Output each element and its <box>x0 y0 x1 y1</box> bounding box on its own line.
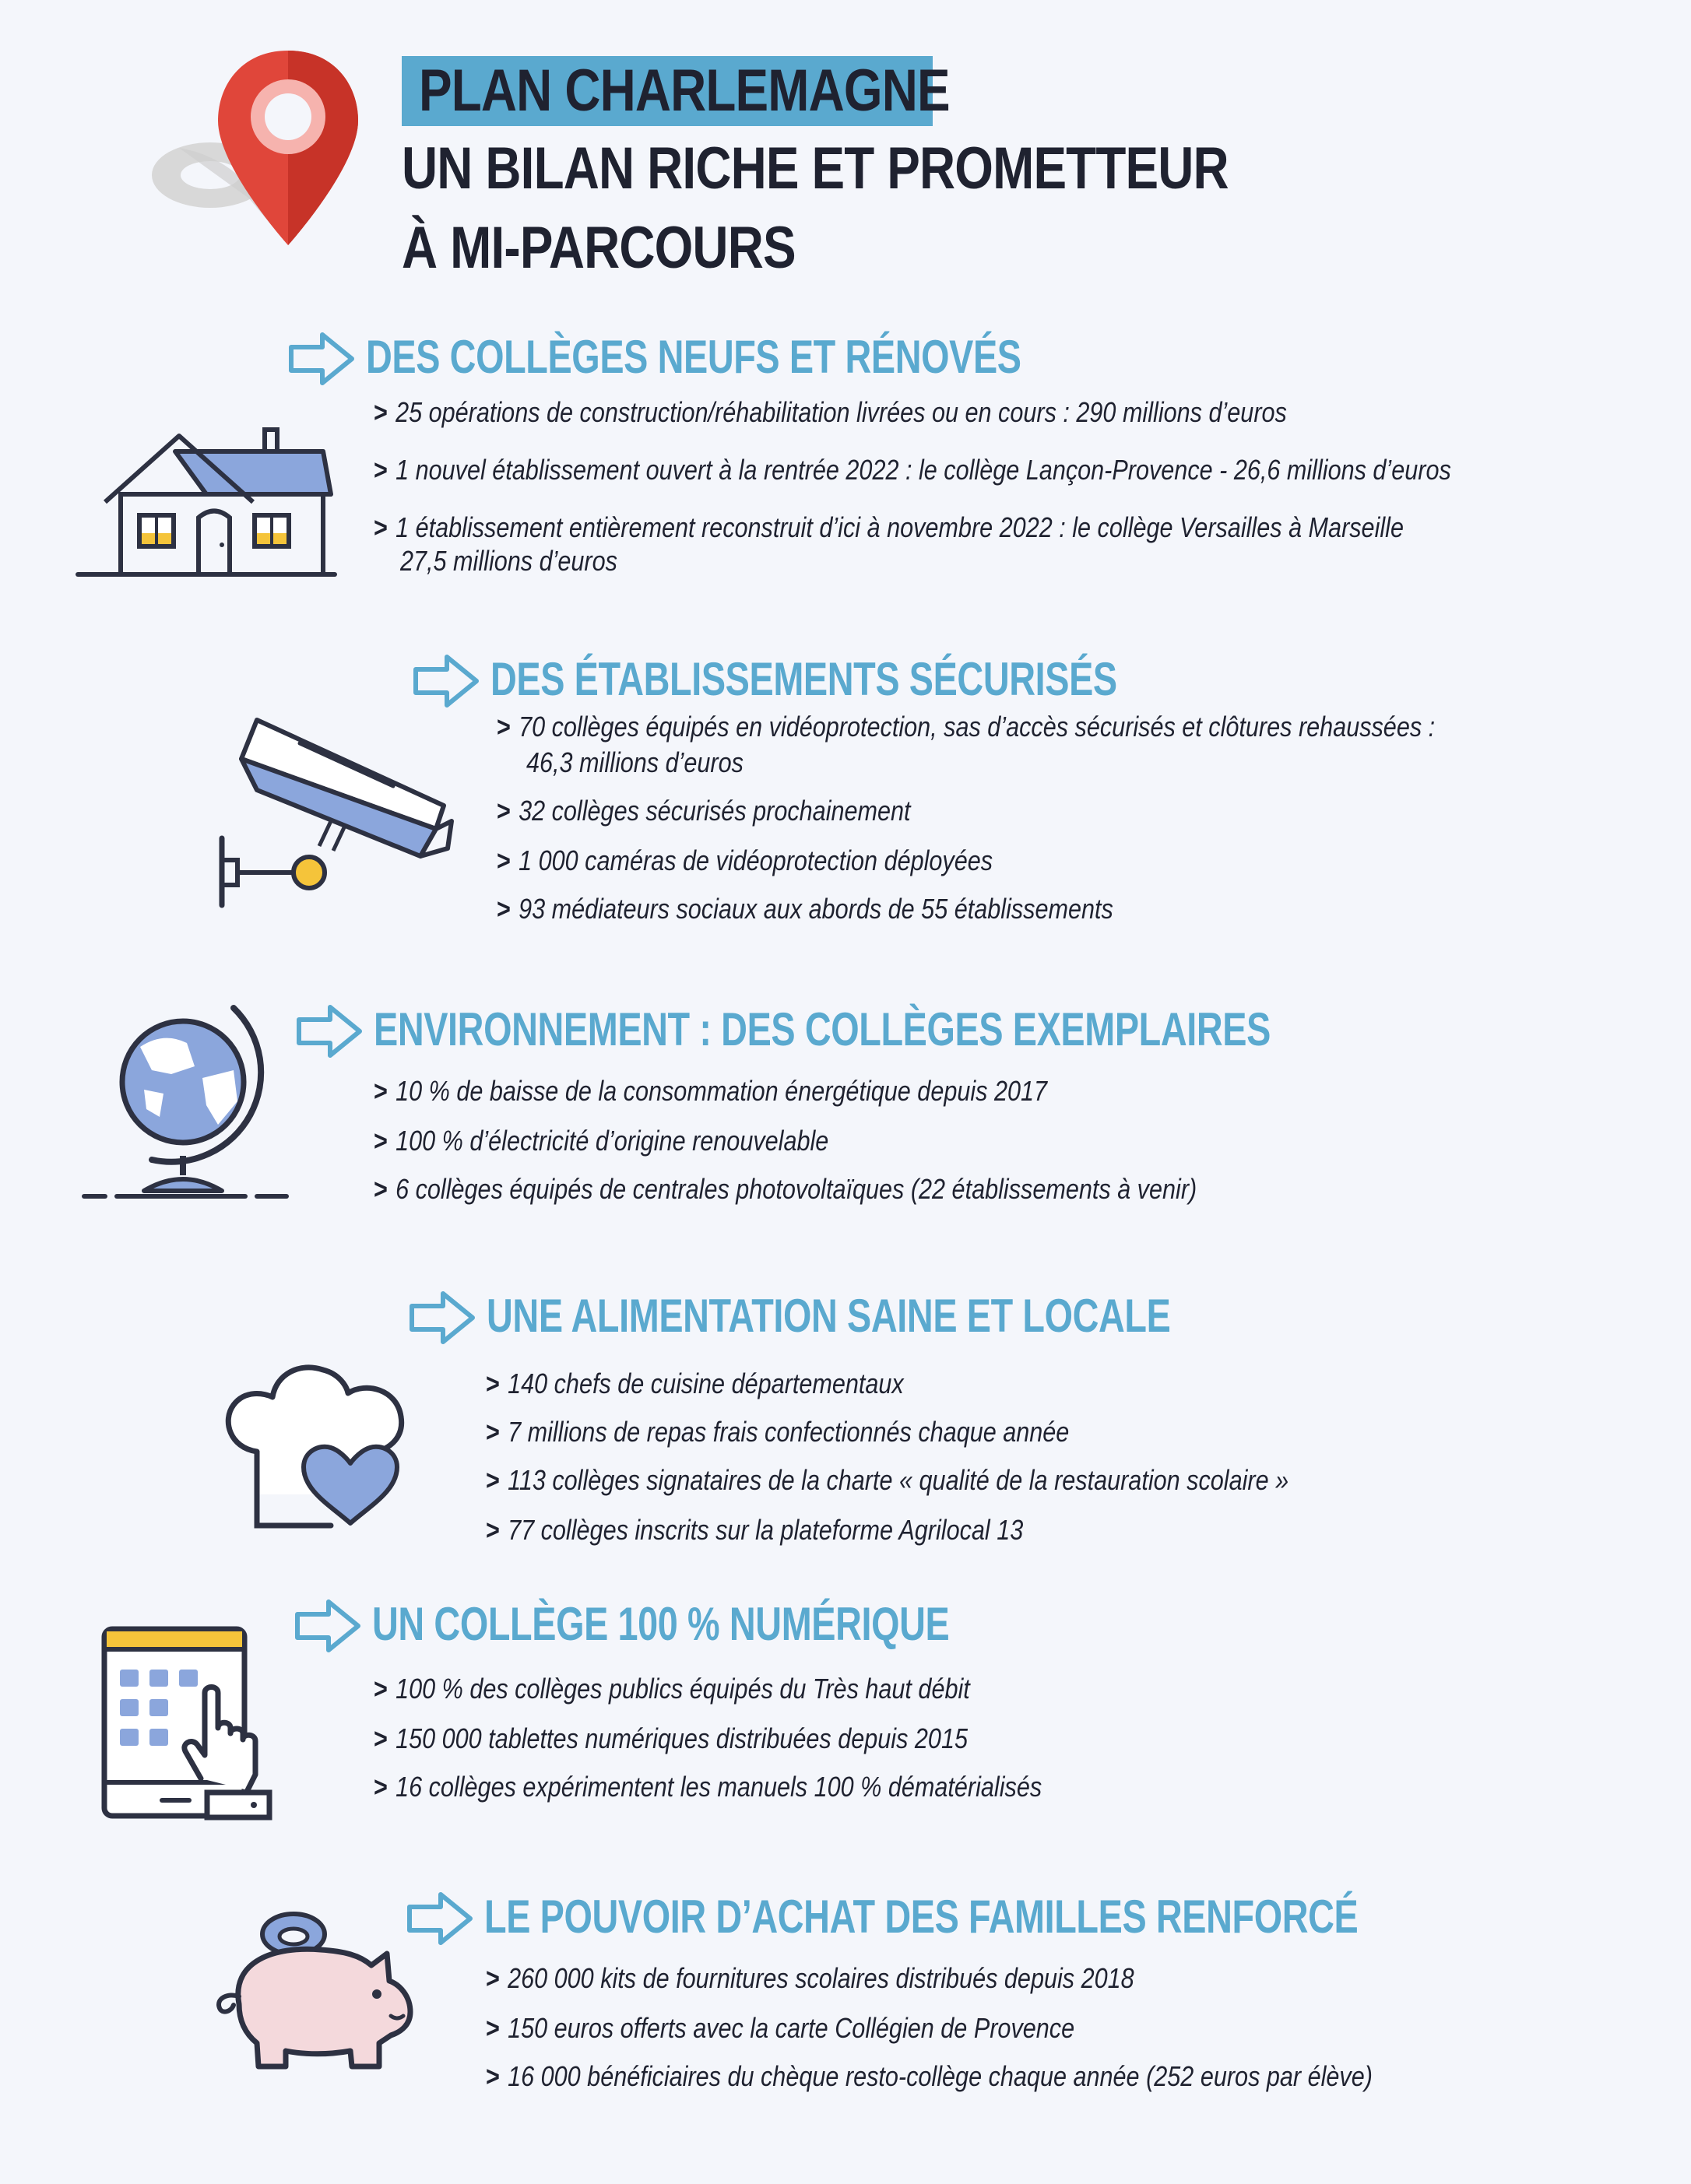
title-tag <box>402 56 950 126</box>
section-title: UNE ALIMENTATION SAINE ET LOCALE <box>487 1290 1171 1342</box>
list-item: > 7 millions de repas frais confectionnés chaque année <box>486 1416 1070 1448</box>
arrow-icon <box>294 1597 361 1655</box>
title-line-1: UN BILAN RICHE ET PROMETTEUR <box>402 135 1229 202</box>
list-item: > 1 nouvel établissement ouvert à la rentrée 2022 : le collège Lançon-Provence - 26,6 millions d’euros <box>374 454 1451 486</box>
list-item: > 16 000 bénéficiaires du chèque resto-collège chaque année (252 euros par élève) <box>486 2060 1373 2092</box>
list-item: > 6 collèges équipés de centrales photovoltaïques (22 établissements à venir) <box>374 1173 1197 1205</box>
section-title: UN COLLÈGE 100 % NUMÉRIQUE <box>372 1598 950 1650</box>
list-item: > 100 % d’électricité d’origine renouvelable <box>374 1125 829 1157</box>
globe-icon <box>78 1000 296 1203</box>
list-item: 27,5 millions d’euros <box>400 545 617 577</box>
list-item: > 140 chefs de cuisine départementaux <box>486 1368 904 1399</box>
arrow-icon <box>413 652 480 710</box>
list-item: > 32 collèges sécurisés prochainement <box>497 795 911 827</box>
section-title: DES ÉTABLISSEMENTS SÉCURISÉS <box>490 653 1117 705</box>
list-item: > 25 opérations de construction/réhabilitation livrées ou en cours : 290 millions d’euros <box>374 396 1287 428</box>
list-item: > 113 collèges signataires de la charte « qualité de la restauration scolaire » <box>486 1464 1289 1496</box>
arrow-icon <box>296 1002 363 1060</box>
security-camera-icon <box>214 712 463 915</box>
list-item: > 16 collèges expérimentent les manuels 100 % dématérialisés <box>374 1771 1042 1803</box>
piggy-bank-icon <box>196 1907 430 2078</box>
list-item: > 100 % des collèges publics équipés du Très haut débit <box>374 1673 970 1705</box>
arrow-icon <box>406 1890 473 1947</box>
list-item: > 77 collèges inscrits sur la plateforme Agrilocal 13 <box>486 1514 1024 1546</box>
arrow-icon <box>288 330 355 388</box>
section-title: DES COLLÈGES NEUFS ET RÉNOVÉS <box>366 331 1021 383</box>
list-item: > 1 établissement entièrement reconstruit d’ici à novembre 2022 : le collège Versailles à Marseille <box>374 511 1404 543</box>
list-item: > 260 000 kits de fournitures scolaires distribués depuis 2018 <box>486 1962 1134 1994</box>
house-icon <box>74 420 339 584</box>
list-item: > 1 000 caméras de vidéoprotection déployées <box>497 844 993 876</box>
list-item: > 150 euros offerts avec la carte Collégien de Provence <box>486 2012 1075 2044</box>
list-item: > 93 médiateurs sociaux aux abords de 55 établissements <box>497 893 1113 925</box>
title-line-2: À MI-PARCOURS <box>402 215 796 281</box>
title-tag-text: PLAN CHARLEMAGNE <box>419 58 950 124</box>
section-title: ENVIRONNEMENT : DES COLLÈGES EXEMPLAIRES <box>374 1003 1271 1055</box>
list-item: > 70 collèges équipés en vidéoprotection, sas d’accès sécurisés et clôtures rehaussées : <box>497 711 1436 743</box>
chef-hat-heart-icon <box>214 1358 417 1537</box>
section-title: LE POUVOIR D’ACHAT DES FAMILLES RENFORCÉ <box>484 1891 1359 1943</box>
map-pin-icon <box>132 43 366 253</box>
list-item: 46,3 millions d’euros <box>526 746 744 778</box>
list-item: > 150 000 tablettes numériques distribuées depuis 2015 <box>374 1722 968 1754</box>
arrow-icon <box>409 1289 476 1347</box>
list-item: > 10 % de baisse de la consommation énergétique depuis 2017 <box>374 1075 1048 1107</box>
tablet-hand-icon <box>100 1623 279 1825</box>
